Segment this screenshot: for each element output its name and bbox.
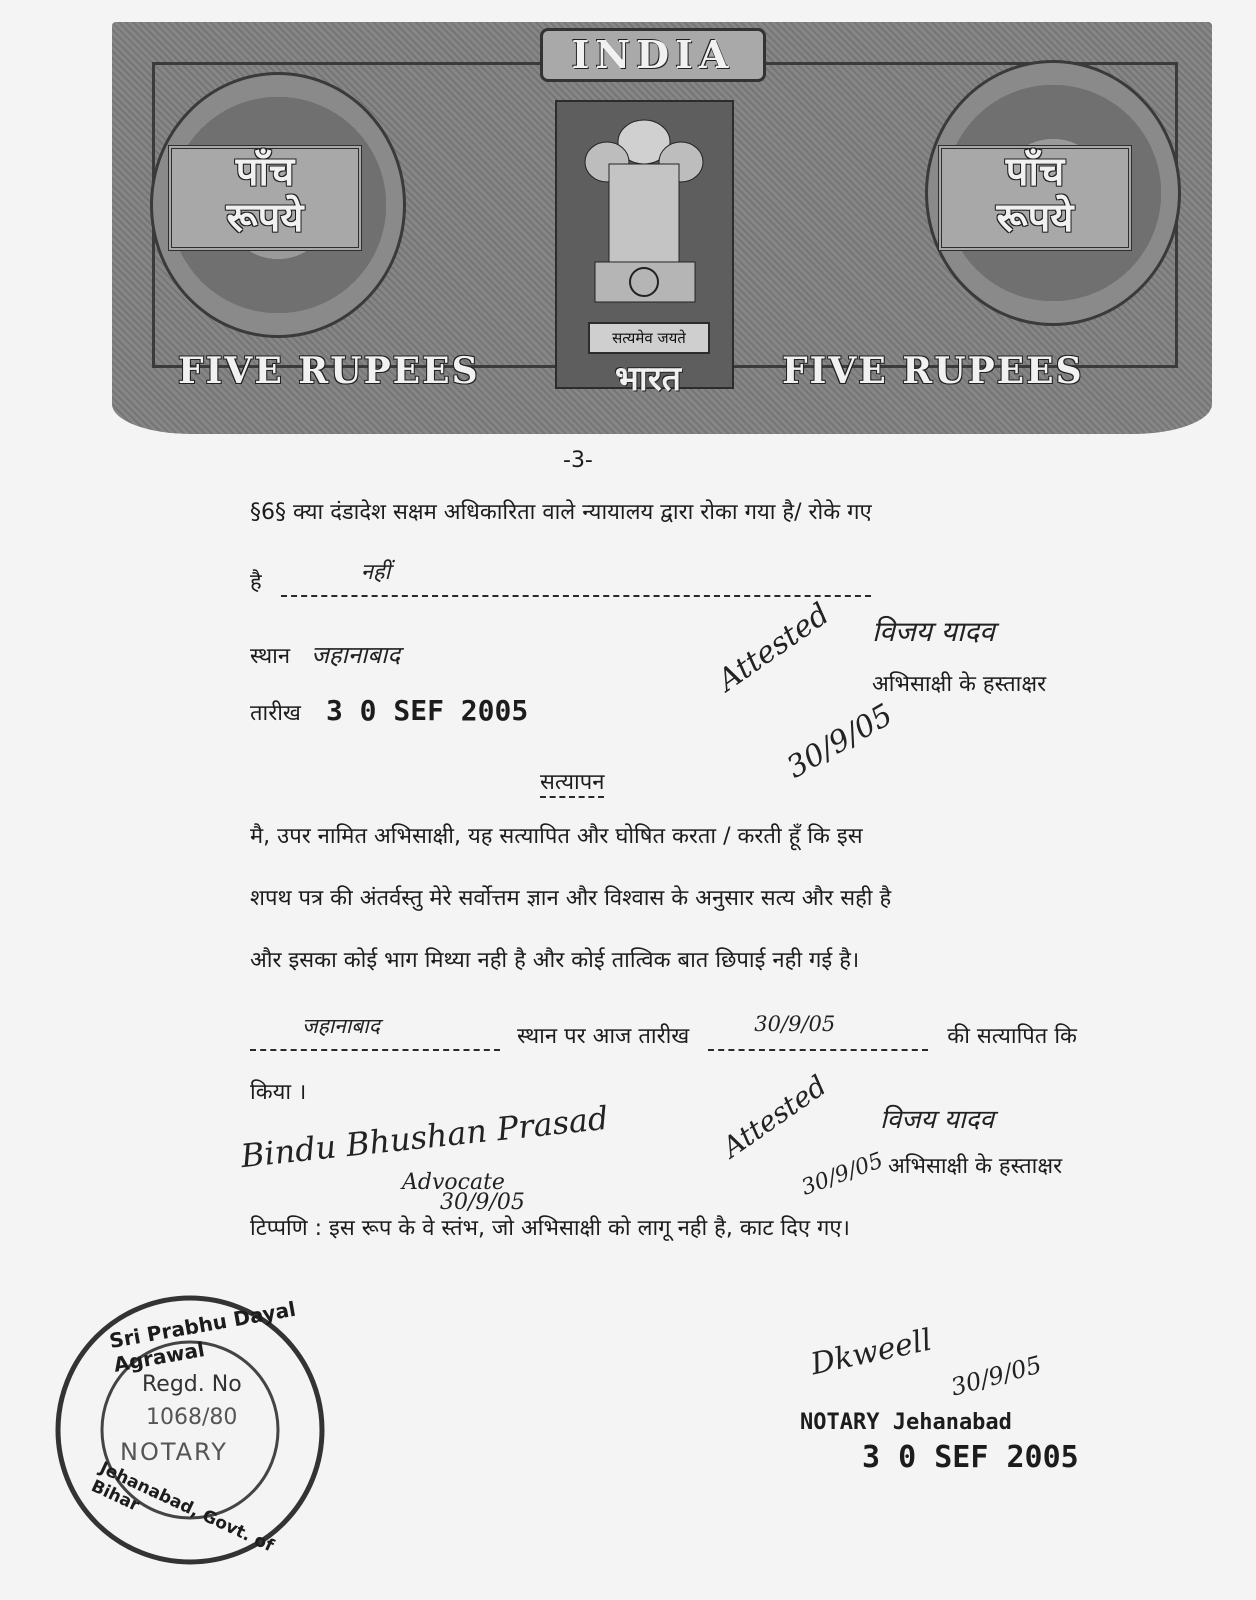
notary-signature-date: 30/9/05 (947, 1350, 1045, 1402)
clause-6-answer: नहीं (360, 560, 391, 585)
value-line2: रूपये (996, 195, 1074, 241)
five-rupees-left: FIVE RUPEES (178, 350, 480, 392)
lion-capital-icon (557, 102, 732, 322)
value-line1: पाँच (235, 149, 295, 195)
attest-signature-top: Attested (711, 596, 836, 699)
verification-heading: सत्यापन (540, 766, 604, 798)
value-line2: रूपये (226, 195, 304, 241)
attest-signature-bottom: Attested (716, 1068, 833, 1165)
notary-signature: Dkweell (807, 1322, 935, 1383)
seal-ring-text-bottom: Jehanabad, Govt. of Bihar (88, 1458, 277, 1557)
verification-last-line: किया । (250, 1080, 307, 1105)
verification-end-text: की सत्यापित कि (947, 1024, 1077, 1049)
answer-line (281, 560, 871, 597)
verification-date-line (708, 1012, 928, 1051)
verification-para-line2: शपथ पत्र की अंतर्वस्तु मेरे सर्वोत्तम ज्ञान और विश्वास के अनुसार सत्य और सही है (250, 886, 892, 911)
clause-6-prefix: है (250, 570, 262, 595)
deponent-label-top: अभिसाक्षी के हस्ताक्षर (872, 672, 1047, 697)
stamp-motto: सत्यमेव जयते (588, 322, 710, 354)
five-rupees-right: FIVE RUPEES (782, 350, 1084, 392)
date-row (250, 694, 528, 727)
stamp-value-right (938, 145, 1132, 251)
place-value: जहानाबाद (311, 641, 401, 669)
page-number: -3- (563, 448, 593, 473)
value-line1: पाँच (1005, 149, 1065, 195)
advocate-date: 30/9/05 (440, 1190, 525, 1215)
deponent-signature-top: विजय यादव (872, 615, 995, 648)
seal-number: 1068/80 (146, 1405, 238, 1430)
notary-date-stamp: 3 0 SEF 2005 (862, 1440, 1079, 1475)
place-label: स्थान (250, 644, 291, 669)
seal-title: NOTARY (120, 1438, 228, 1466)
verification-para-line1: मै, उपर नामित अभिसाक्षी, यह सत्यापित और घोषित करता / करती हूँ कि इस (250, 824, 863, 849)
date-stamp: 3 0 SEF 2005 (325, 694, 529, 727)
date-label: तारीख (250, 701, 301, 726)
advocate-signature: Bindu Bhushan Prasad (239, 1098, 611, 1176)
attest-date-top: 30/9/05 (780, 697, 899, 786)
place-row (250, 638, 400, 671)
advocate-title: Advocate (402, 1170, 505, 1195)
notary-seal (50, 1290, 330, 1570)
verification-place-date-row (250, 1012, 1077, 1051)
seal-regd: Regd. No (142, 1372, 242, 1397)
clause-6-text: §6§ क्या दंडादेश सक्षम अधिकारिता वाले न्यायालय द्वारा रोका गया है/ रोके गए (250, 500, 872, 525)
verification-mid-text: स्थान पर आज तारीख (517, 1024, 690, 1049)
verification-place-value: जहानाबाद (302, 1014, 380, 1038)
verification-para-line3: और इसका कोई भाग मिथ्या नही है और कोई तात्विक बात छिपाई नही गई है। (250, 948, 860, 973)
verification-date-value: 30/9/05 (754, 1012, 836, 1036)
notary-label: NOTARY Jehanabad (800, 1410, 1012, 1435)
verification-place-line (250, 1014, 500, 1051)
note: टिप्पणि : इस रूप के वे स्तंभ, जो अभिसाक्षी को लागू नही है, काट दिए गए। (250, 1216, 850, 1241)
seal-ring-text: Sri Prabhu Dayal Agrawal (107, 1296, 298, 1377)
stamp-value-left (168, 145, 362, 251)
stamp-bharat: भारत (615, 359, 681, 399)
stamp-country-label: INDIA (540, 28, 766, 82)
deponent-signature-bottom: विजय यादव (880, 1105, 994, 1135)
clause-6-line2 (250, 560, 871, 597)
deponent-label-bottom: अभिसाक्षी के हस्ताक्षर (888, 1154, 1063, 1179)
attest-date-bottom: 30/9/05 (798, 1148, 887, 1201)
